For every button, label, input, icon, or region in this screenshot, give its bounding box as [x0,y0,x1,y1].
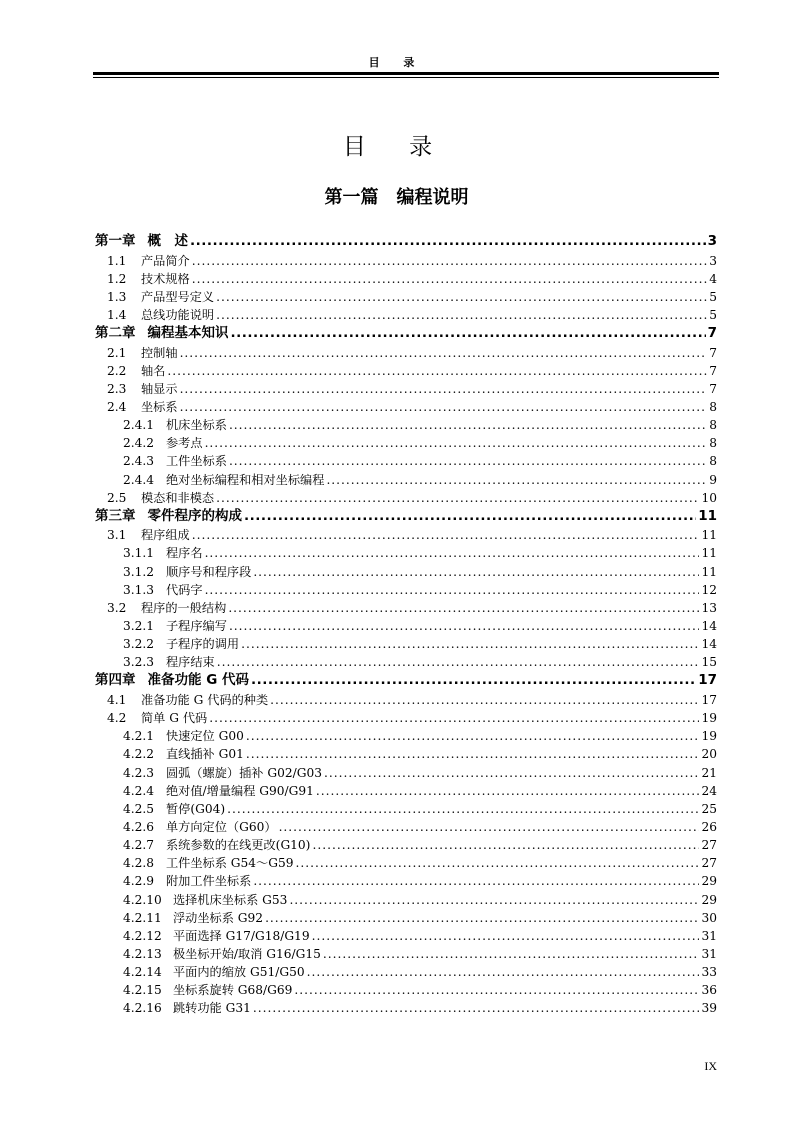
toc-entry-number: 2.3 [107,381,127,396]
toc-entry-page: 27 [701,838,717,853]
toc-leader-dots [294,981,699,999]
toc-entry-number: 4.2.7 [123,838,155,853]
toc-leader-dots [228,599,699,617]
toc-leader-dots [229,416,707,434]
toc-entry-title: 机床坐标系 [166,418,227,433]
toc-entry[interactable] [95,544,717,562]
toc-entry-page: 7 [709,363,717,378]
toc-entry[interactable] [95,471,717,489]
toc-leader-dots [307,963,700,981]
toc-entry-number: 4.2.2 [123,747,155,762]
toc-entry-page: 7 [709,345,717,360]
toc-entry-page: 39 [701,1001,717,1016]
toc-leader-dots [241,635,699,653]
toc-leader-dots [205,434,708,452]
toc-entry[interactable] [95,927,717,945]
toc-entry[interactable] [95,232,717,252]
toc-entry-title: 浮动坐标系 G92 [173,910,264,925]
toc-entry-number: 3.2.1 [123,619,155,634]
toc-entry-title: 子程序编写 [166,619,227,634]
toc-leader-dots [246,727,700,745]
toc-entry[interactable] [95,709,717,727]
toc-entry-title: 编程基本知识 [147,325,229,342]
toc-leader-dots [270,691,699,709]
toc-entry-page: 19 [701,711,717,726]
toc-entry-title: 平面选择 G17/G18/G19 [173,928,310,943]
toc-entry-page: 8 [709,399,717,414]
toc-entry[interactable] [95,288,717,306]
toc-entry-title: 程序名 [166,546,203,561]
toc-entry[interactable] [95,872,717,890]
toc-entry[interactable] [95,344,717,362]
toc-entry-number: 第四章 [95,672,136,689]
toc-entry-page: 11 [701,546,717,561]
toc-entry-page: 24 [701,783,717,798]
toc-entry-number: 2.1 [107,345,127,360]
toc-entry-title: 快速定位 G00 [166,729,244,744]
toc-entry[interactable] [95,909,717,927]
toc-leader-dots [251,671,696,691]
toc-entry-number: 2.2 [107,363,127,378]
toc-entry-page: 27 [701,856,717,871]
toc-entry[interactable] [95,489,717,507]
toc-entry[interactable] [95,981,717,999]
toc-entry[interactable] [95,653,717,671]
toc-entry-number: 4.2.4 [123,783,155,798]
toc-entry-title: 坐标系旋转 G68/G69 [173,983,293,998]
part-title: 第一篇 编程说明 [324,187,469,208]
toc-entry-title: 单方向定位（G60） [166,819,277,834]
toc-entry[interactable] [95,563,717,581]
toc-entry-number: 3.2.2 [123,637,155,652]
toc-entry-number: 4.2.11 [123,910,162,925]
toc-entry-title: 控制轴 [141,345,178,360]
toc-entry-number: 4.2.10 [123,892,162,907]
toc-entry-number: 3.1 [107,528,127,543]
toc-entry-page: 33 [701,965,717,980]
toc-leader-dots [324,764,700,782]
toc-entry-title: 工件坐标系 G54～G59 [166,856,294,871]
toc-entry-page: 29 [701,892,717,907]
toc-entry-number: 1.3 [107,289,127,304]
toc-entry[interactable] [95,617,717,635]
toc-entry-title: 模态和非模态 [141,490,215,505]
toc-entry[interactable] [95,745,717,763]
toc-leader-dots [253,563,699,581]
toc-leader-dots [326,471,707,489]
toc-entry-title: 平面内的缩放 G51/G50 [173,965,305,980]
toc-entry-page: 25 [701,801,717,816]
toc-entry[interactable] [95,581,717,599]
toc-leader-dots [229,617,700,635]
toc-entry[interactable] [95,635,717,653]
toc-leader-dots [244,507,696,527]
toc-entry-number: 4.2.5 [123,801,155,816]
toc-entry-page: 7 [707,325,717,342]
toc-leader-dots [229,452,707,470]
toc-entry[interactable] [95,691,717,709]
toc-leader-dots [205,581,700,599]
toc-entry-page: 11 [701,564,717,579]
toc-entry[interactable] [95,671,717,691]
toc-entry-page: 5 [709,307,717,322]
toc-entry-number: 4.2 [107,711,127,726]
toc-entry-number: 1.1 [107,253,127,268]
toc-leader-dots [216,489,699,507]
toc-entry-page: 7 [709,381,717,396]
toc-title: 目 录 [342,134,451,160]
toc-entry[interactable] [95,999,717,1017]
toc-leader-dots [192,252,707,270]
toc-entry-title: 极坐标开始/取消 G16/G15 [173,946,321,961]
toc-entry[interactable] [95,362,717,380]
toc-entry-title: 附加工件坐标系 [166,874,252,889]
toc-entry[interactable] [95,854,717,872]
toc-entry-page: 31 [701,928,717,943]
toc-leader-dots [279,818,700,836]
toc-entry-number: 4.2.15 [123,983,162,998]
toc-entry-title: 技术规格 [141,271,190,286]
toc-entry[interactable] [95,818,717,836]
toc-entry-title: 概 述 [147,233,188,249]
toc-entry[interactable] [95,945,717,963]
toc-leader-dots [227,800,699,818]
toc-entry-page: 3 [707,233,717,249]
toc-entry[interactable] [95,526,717,544]
toc-leader-dots [167,362,707,380]
toc-entry-title: 选择机床坐标系 G53 [173,892,288,907]
toc-entry-number: 2.4.2 [123,436,155,451]
toc-entry-number: 4.2.13 [123,946,162,961]
toc-leader-dots [253,999,700,1017]
toc-entry-page: 26 [701,819,717,834]
toc-entry-page: 36 [701,983,717,998]
toc-entry[interactable] [95,452,717,470]
toc-entry[interactable] [95,764,717,782]
toc-entry-number: 第二章 [95,325,136,342]
toc-entry[interactable] [95,891,717,909]
toc-entry-title: 轴名 [141,363,166,378]
toc-entry-number: 2.4 [107,399,127,414]
toc-leader-dots [216,288,707,306]
toc-entry-number: 3.1.2 [123,564,155,579]
toc-entry-page: 19 [701,729,717,744]
toc-entry-number: 1.4 [107,307,127,322]
toc-entry-page: 5 [709,289,717,304]
toc-leader-dots [190,232,706,252]
toc-entry-title: 产品简介 [141,253,190,268]
toc-leader-dots [205,544,700,562]
header-rule-thin [93,77,719,78]
toc-leader-dots [209,709,699,727]
toc-entry-page: 3 [709,253,717,268]
toc-leader-dots [216,306,707,324]
toc-entry-number: 第三章 [95,507,136,524]
toc-entry[interactable] [95,270,717,288]
toc-entry-page: 4 [709,271,717,286]
toc-entry[interactable] [95,800,717,818]
toc-entry-title: 总线功能说明 [141,307,215,322]
toc-entry-title: 系统参数的在线更改(G10) [166,838,311,853]
toc-entry[interactable] [95,727,717,745]
toc-leader-dots [316,782,700,800]
toc-entry[interactable] [95,306,717,324]
toc-leader-dots [312,927,700,945]
toc-entry-page: 8 [709,454,717,469]
toc-entry-page: 20 [701,747,717,762]
toc-entry-number: 3.1.1 [123,546,155,561]
toc-entry-page: 10 [701,490,717,505]
toc-entry-number: 2.4.4 [123,472,155,487]
toc-entry-page: 14 [701,637,717,652]
toc-entry-title: 程序的一般结构 [141,600,227,615]
toc-entry-title: 准备功能 G 代码的种类 [141,692,269,707]
toc-entry-page: 17 [698,672,717,689]
toc-entry-title: 零件程序的构成 [147,507,242,524]
toc-leader-dots [192,526,700,544]
toc-entry[interactable] [95,507,717,527]
toc-entry-number: 3.2.3 [123,655,155,670]
toc-entry-number: 2.4.1 [123,418,155,433]
toc-entry-number: 4.2.6 [123,819,155,834]
toc-entry-number: 4.1 [107,692,127,707]
toc-entry[interactable] [95,599,717,617]
toc-leader-dots [192,270,707,288]
toc-leader-dots [253,872,699,890]
toc-entry-page: 11 [698,507,717,524]
toc-entry[interactable] [95,836,717,854]
toc-entry-number: 4.2.9 [123,874,155,889]
toc-entry-number: 4.2.16 [123,1001,162,1016]
toc-entry[interactable] [95,434,717,452]
toc-entry-title: 暂停(G04) [166,801,226,816]
toc-entry-title: 直线插补 G01 [166,747,244,762]
toc-entry-number: 第一章 [95,233,136,249]
toc-leader-dots [231,324,706,344]
toc-entry[interactable] [95,782,717,800]
toc-entry-title: 子程序的调用 [166,637,240,652]
toc-entry-number: 1.2 [107,271,127,286]
toc-entry-page: 15 [701,655,717,670]
toc-entry-number: 4.2.1 [123,729,155,744]
toc-entry-number: 3.1.3 [123,582,155,597]
toc-entry-title: 顺序号和程序段 [166,564,252,579]
toc-entry-title: 跳转功能 G31 [173,1001,251,1016]
toc-entry-page: 13 [701,600,717,615]
toc-entry[interactable] [95,380,717,398]
toc-entry-title: 简单 G 代码 [141,711,208,726]
toc-entry-number: 3.2 [107,600,127,615]
toc-leader-dots [180,380,708,398]
header-rule-thick [93,72,719,75]
page-number: IX [704,1059,717,1073]
toc-entry-number: 4.2.14 [123,965,162,980]
toc-leader-dots [323,945,700,963]
toc-entry-page: 29 [701,874,717,889]
toc-entry-page: 17 [701,692,717,707]
toc-entry-number: 2.5 [107,490,127,505]
toc-entry-title: 代码字 [166,582,203,597]
toc-entry-page: 8 [709,436,717,451]
toc-entry-page: 30 [701,910,717,925]
toc-entry[interactable] [95,252,717,270]
table-of-contents [95,232,717,1017]
toc-entry-title: 绝对坐标编程和相对坐标编程 [166,472,325,487]
toc-entry[interactable] [95,324,717,344]
toc-entry[interactable] [95,963,717,981]
toc-entry-number: 4.2.3 [123,765,155,780]
toc-leader-dots [180,344,708,362]
toc-entry-title: 工件坐标系 [166,454,227,469]
toc-entry-title: 产品型号定义 [141,289,215,304]
toc-entry-page: 8 [709,418,717,433]
toc-entry-title: 程序结束 [166,655,215,670]
toc-leader-dots [296,854,700,872]
toc-entry[interactable] [95,398,717,416]
toc-entry-title: 绝对值/增量编程 G90/G91 [166,783,314,798]
toc-entry-number: 2.4.3 [123,454,155,469]
toc-leader-dots [289,891,699,909]
toc-entry[interactable] [95,416,717,434]
toc-leader-dots [312,836,699,854]
toc-entry-page: 11 [701,528,717,543]
toc-entry-number: 4.2.12 [123,928,162,943]
toc-entry-number: 4.2.8 [123,856,155,871]
toc-leader-dots [246,745,700,763]
toc-entry-page: 12 [701,582,717,597]
running-header: 目 录 [368,56,425,69]
toc-entry-page: 14 [701,619,717,634]
toc-entry-page: 9 [709,472,717,487]
toc-entry-title: 程序组成 [141,528,190,543]
toc-entry-title: 圆弧（螺旋）插补 G02/G03 [166,765,322,780]
toc-entry-title: 轴显示 [141,381,178,396]
toc-leader-dots [180,398,708,416]
toc-entry-title: 准备功能 G 代码 [147,672,249,689]
toc-leader-dots [217,653,700,671]
toc-entry-title: 坐标系 [141,399,178,414]
toc-leader-dots [265,909,699,927]
toc-entry-title: 参考点 [166,436,203,451]
toc-entry-page: 31 [701,946,717,961]
toc-entry-page: 21 [701,765,717,780]
